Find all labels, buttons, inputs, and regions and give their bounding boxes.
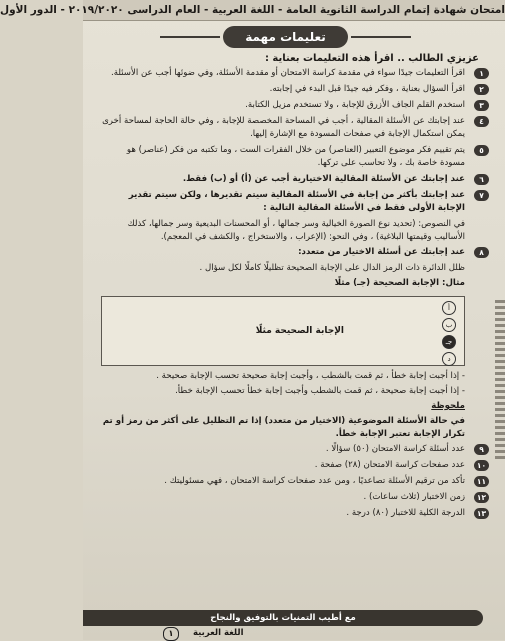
- instruction-item: ١٣ الدرجة الكلية للاختبار (٨٠) درجة .: [101, 507, 479, 520]
- option-bubble: أ: [442, 301, 456, 315]
- page-footer: [83, 600, 505, 640]
- instruction-item: ١١ تأكد من ترقيم الأسئلة تصاعديًا ، ومن عدد صفحات كراسة الامتحان ، فهي مسئوليتك .: [101, 475, 479, 488]
- instruction-item: ٥ يتم تقييم فكر موضوع التعبير (العناصر) من خلال الفقرات الست ، وما تكتبه من فكر (عناصر) هو مسودة خاصة بك ، ولا تحاسب على تركها.: [101, 144, 479, 170]
- example-box-label: الإجابة الصحيحة مثلًا: [255, 326, 344, 336]
- option-bubble: د: [442, 352, 456, 366]
- footer-line: [83, 627, 505, 640]
- instruction-item: ٢ اقرأ السؤال بعناية ، وفكر فيه جيدًا قبل البدء في إجابته.: [101, 83, 479, 96]
- instructions-tag: تعليمات مهمة: [223, 26, 348, 48]
- instruction-item: ٤ عند إجابتك عن الأسئلة المقالية ، أجب في المساحة المخصصة للإجابة ، وفي حالة الحاجة لمساحة أخرى يمكن استكمال الإجابة في صفحات المسودة مع الإشارة إليها.: [101, 115, 479, 141]
- binding-edge: [495, 300, 505, 460]
- exam-header: امتحان شهادة إتمام الدراسة الثانوية العامة - اللغة العربية - العام الدراسى ٢٠١٩/٢٠٢٠ - الدور الأول: [83, 0, 505, 21]
- texts-and-grammar: في النصوص: (تحديد نوع الصورة الخيالية وسر جمالها ، أو المحسنات البديعية وسر جمالها، كذلك الأساليب وقيمتها البلاغية) ، وفي النحو: (الإعراب ، والاستخراج ، والكشف في المعجم).: [127, 219, 465, 242]
- page-number: ١: [163, 627, 179, 641]
- instruction-item: ٨ عند إجابتك عن أسئلة الاختيار من متعدد:: [101, 246, 479, 259]
- option-bubbles: [442, 301, 456, 369]
- instruction-item: ٧ عند إجابتك بأكثر من إجابة في الأسئلة المقالية سيتم تقديرها ، ولكن سيتم تقدير الإجابة الأولى فقط في الأسئلة المقالية التالية :: [101, 189, 479, 215]
- instruction-item: ٣ استخدم القلم الجاف الأزرق للإجابة ، ولا تستخدم مزيل الكتابة.: [101, 99, 479, 112]
- note-title: ملحوظة: [431, 401, 465, 411]
- greeting: عزيزي الطالب .. اقرأ هذه التعليمات بعناية :: [264, 53, 479, 64]
- note-line: - إذا أجبت إجابة صحيحة ، ثم قمت بالشطب وأجبت إجابة خطأ تحسب الإجابة خطأ.: [175, 386, 465, 396]
- shading-instruction: ظلل الدائرة ذات الرمز الدال على الإجابة الصحيحة تظليلًا كاملًا لكل سؤال .: [199, 263, 465, 273]
- instructions-content: [101, 52, 487, 523]
- instruction-item: ٩ عدد أسئلة كراسة الامتحان (٥٠) سؤالًا .: [101, 443, 479, 456]
- instruction-item: ٦ عند إجابتك عن الأسئلة المقالية الاختيارية أجب عن (أ) أو (ب) فقط.: [101, 173, 479, 186]
- note-text: في حالة الأسئلة الموضوعية (الاختيار من متعدد) إذا تم التظليل على أكثر من رمز أو تم تكرار الإجابة تعتبر الإجابة خطأ.: [102, 416, 465, 439]
- example-label: مثال: الإجابة الصحيحة (جـ) مثلًا: [334, 278, 465, 288]
- subject-name: اللغة العربية: [193, 628, 244, 638]
- option-bubble-filled: جـ: [442, 335, 456, 349]
- note-line: - إذا أجبت إجابة خطأ ، ثم قمت بالشطب ، وأجبت إجابة صحيحة تحسب الإجابة صحيحة .: [156, 371, 465, 381]
- instruction-item: ١٠ عدد صفحات كراسة الامتحان (٢٨) صفحة .: [101, 459, 479, 472]
- instruction-item: ١ اقرأ التعليمات جيدًا سواء في مقدمة كراسة الامتحان أو مقدمة الأسئلة، وفي ضوئها أجب عن الأسئلة.: [101, 67, 479, 80]
- option-bubble: ب: [442, 318, 456, 332]
- wishes-banner: مع أطيب التمنيات بالتوفيق والنجاح: [83, 610, 483, 626]
- example-answer-box: [101, 296, 465, 366]
- instruction-item: ١٢ زمن الاختبار (ثلاث ساعات) .: [101, 491, 479, 504]
